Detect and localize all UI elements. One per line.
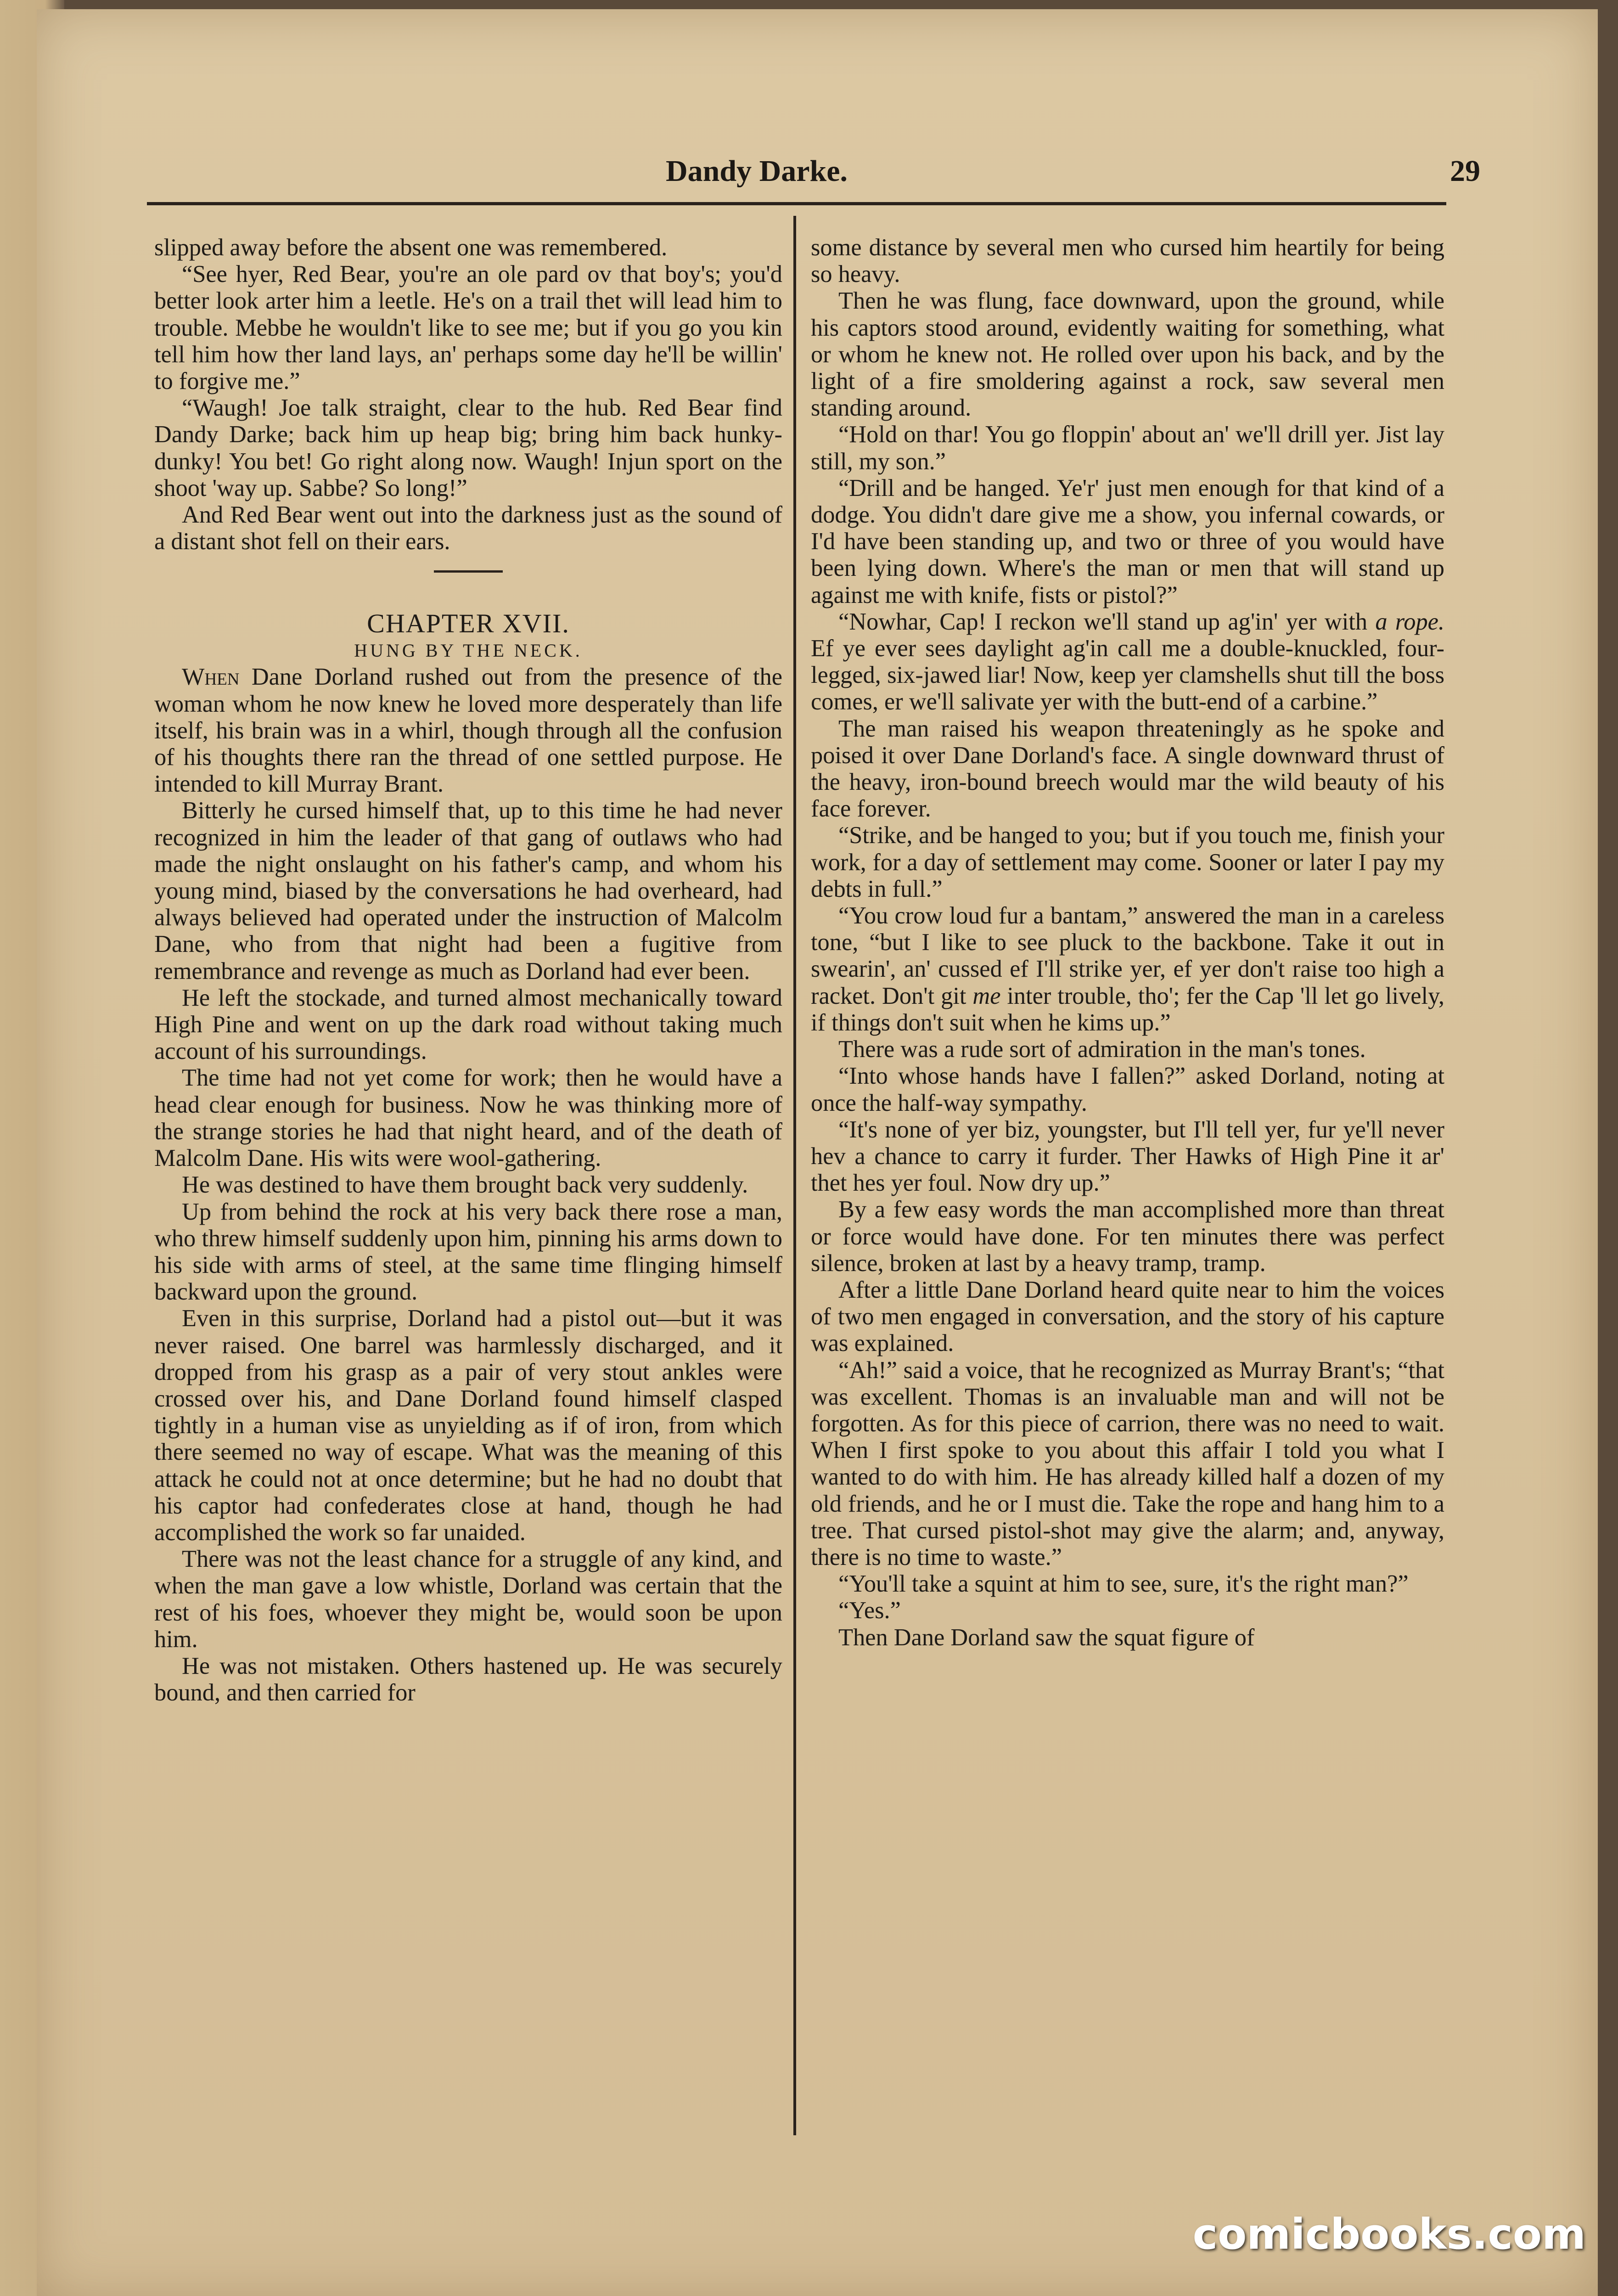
chapter-title: CHAPTER XVII. xyxy=(367,608,570,639)
paragraph: There was not the least chance for a struggle of any kind, and when the man gave a low whistle, Dorland was certain that the rest of his foes, whoever they might be, would soon be upon him. xyxy=(154,1546,782,1653)
paragraph: The time had not yet come for work; then he would have a head clear enough for business. Now he was thinking more of the strange stories he had that night heard, and of the death of Malcolm Dane. His wits were wool-gathering. xyxy=(154,1064,782,1172)
paragraph: “Yes.” xyxy=(838,1597,901,1624)
paragraph-text: Ef ye ever sees daylight ag'in call me a double-knuckled, four-legged, six-jawed liar! Now, keep yer clamshells shut till the boss comes, er we'll salivate yer with the butt-end of a carbine.” xyxy=(811,635,1444,715)
paragraph: “Into whose hands have I fallen?” asked Dorland, noting at once the half-way sympathy. xyxy=(811,1063,1444,1116)
paragraph-text: “You crow loud fur a bantam,” answered the man in a careless tone, “but I like to see pluck to the backbone. Take it out in swearin', an' cussed ef I'll strike yer, ef yer don't raise too high a racket. Don't git xyxy=(811,902,1444,1009)
running-head-title: Dandy Darke. xyxy=(666,154,848,188)
paragraph: There was a rude sort of admiration in the man's tones. xyxy=(838,1036,1366,1063)
paragraph-text: Dane Dorland rushed out from the presence of the woman whom he now knew he loved more desperately than life itself, his brain was in a whirl, though through all the confusion of his thoughts there ran the thread of one settled purpose. He intended to kill Murray Brant. xyxy=(154,664,782,798)
column-divider xyxy=(793,216,796,2135)
paragraph xyxy=(811,608,1444,715)
paragraph: “Drill and be hanged. Ye'r' just men enough for that kind of a dodge. You didn't dare give me a show, you infernal cowards, or I'd have been standing up, and two or three of you would have been lying down. Where's the man or men that will stand up against me with knife, fists or pistol?” xyxy=(811,474,1444,608)
paragraph: After a little Dane Dorland heard quite near to him the voices of two men engaged in conversation, and the story of his capture was explained. xyxy=(811,1276,1444,1357)
paragraph: Up from behind the rock at his very back there rose a man, who threw himself suddenly upon him, pinning his arms down to his side with arms of steel, at the same time flinging himself backward upon the ground. xyxy=(154,1198,782,1306)
paragraph-text: inter trouble, tho'; fer the Cap 'll let go lively, if things don't suit when he kims up.” xyxy=(811,982,1444,1036)
page-number: 29 xyxy=(1450,154,1480,188)
paragraph: “Hold on thar! You go floppin' about an' we'll drill yer. Jist lay still, my son.” xyxy=(811,421,1444,475)
paragraph: He left the stockade, and turned almost mechanically toward High Pine and went on up the dark road without taking much account of his surroundings. xyxy=(154,984,782,1065)
paragraph: slipped away before the absent one was remembered. xyxy=(154,234,668,261)
paragraph-text: “Nowhar, Cap! I reckon we'll stand up ag'in' yer with xyxy=(838,608,1376,635)
paragraph: “Strike, and be hanged to you; but if you touch me, finish your work, for a day of settlement may come. Sooner or later I pay my debts in full.” xyxy=(811,822,1444,902)
paragraph: Then he was flung, face downward, upon the ground, while his captors stood around, evidently waiting for something, what or whom he knew not. He rolled over upon his back, and by the light of a fire smoldering against a rock, saw several men standing around. xyxy=(811,287,1444,422)
header-rule xyxy=(147,202,1446,205)
left-column xyxy=(154,234,782,1706)
right-column xyxy=(811,234,1444,1651)
paragraph: some distance by several men who cursed him heartily for being so heavy. xyxy=(811,234,1444,288)
lead-word: When xyxy=(182,664,240,691)
chapter-rule xyxy=(434,570,503,573)
paragraph: Then Dane Dorland saw the squat figure of xyxy=(838,1624,1255,1651)
paragraph: “You'll take a squint at him to see, sure, it's the right man?” xyxy=(838,1570,1409,1598)
paragraph: He was destined to have them brought back very suddenly. xyxy=(182,1171,748,1199)
chapter-subtitle: HUNG BY THE NECK. xyxy=(354,640,583,661)
paragraph: The man raised his weapon threateningly as he spoke and poised it over Dane Dorland's face. A single downward thrust of the heavy, iron-bound breech would mar the wild beauty of his face forever. xyxy=(811,715,1444,822)
paragraph xyxy=(811,902,1444,1036)
paragraph: “It's none of yer biz, youngster, but I'll tell yer, fur ye'll never hev a chance to carry it furder. Ther Hawks of High Pine it ar' thet hes yer foul. Now dry up.” xyxy=(811,1116,1444,1197)
emphasis: a rope. xyxy=(1375,608,1444,635)
paragraph: Even in this surprise, Dorland had a pistol out—but it was never raised. One barrel was harmlessly discharged, and it dropped from his grasp as a pair of very stout ankles were crossed over his, and Dane Dorland found himself clasped tightly in a human vise as unyielding as if of iron, from which there seemed no way of escape. What was the meaning of this attack he could not at once determine; but he had no doubt that his captor had confederates close at hand, though he had accomplished the work so far unaided. xyxy=(154,1305,782,1546)
paragraph: “Ah!” said a voice, that he recognized as Murray Brant's; “that was excellent. Thomas is an invaluable man and will not be forgotten. As for this piece of carrion, there was no need to wait. When I first spoke to you about this affair I told you what I wanted to do with him. He has already killed half a dozen of my old friends, and he or I must die. Take the rope and hang him to a tree. That cursed pistol-shot may give the alarm; and, anyway, there is no time to waste.” xyxy=(811,1356,1444,1570)
paragraph: By a few easy words the man accomplished more than threat or force would have done. For ten minutes there was perfect silence, broken at last by a heavy tramp, tramp. xyxy=(811,1196,1444,1277)
paragraph: And Red Bear went out into the darkness just as the sound of a distant shot fell on their ears. xyxy=(154,501,782,555)
watermark-text: comicbooks.com xyxy=(1192,2210,1586,2259)
paragraph: Bitterly he cursed himself that, up to this time he had never recognized in him the leader of that gang of outlaws who had made the night onslaught on his father's camp, and whom his young mind, biased by the conversations he had overheard, had always believed had operated under the instruction of Malcolm Dane, who from that night had been a fugitive from remembrance and revenge as much as Dorland had ever been. xyxy=(154,797,782,985)
paragraph xyxy=(154,664,782,797)
paragraph: He was not mistaken. Others hastened up. He was securely bound, and then carried for xyxy=(154,1652,782,1706)
paragraph: “Waugh! Joe talk straight, clear to the hub. Red Bear find Dandy Darke; back him up heap big; bring him back hunky-dunky! You bet! Go right along now. Waugh! Injun sport on the shoot 'way up. Sabbe? So long!” xyxy=(154,394,782,501)
emphasis: me xyxy=(972,982,1001,1009)
paragraph: “See hyer, Red Bear, you're an ole pard ov that boy's; you'd better look arter him a leetle. He's on a trail thet will lead him to trouble. Mebbe he wouldn't like to see me; but if you go you kin tell him how ther land lays, an' perhaps some day he'll be willin' to forgive me.” xyxy=(154,261,782,395)
